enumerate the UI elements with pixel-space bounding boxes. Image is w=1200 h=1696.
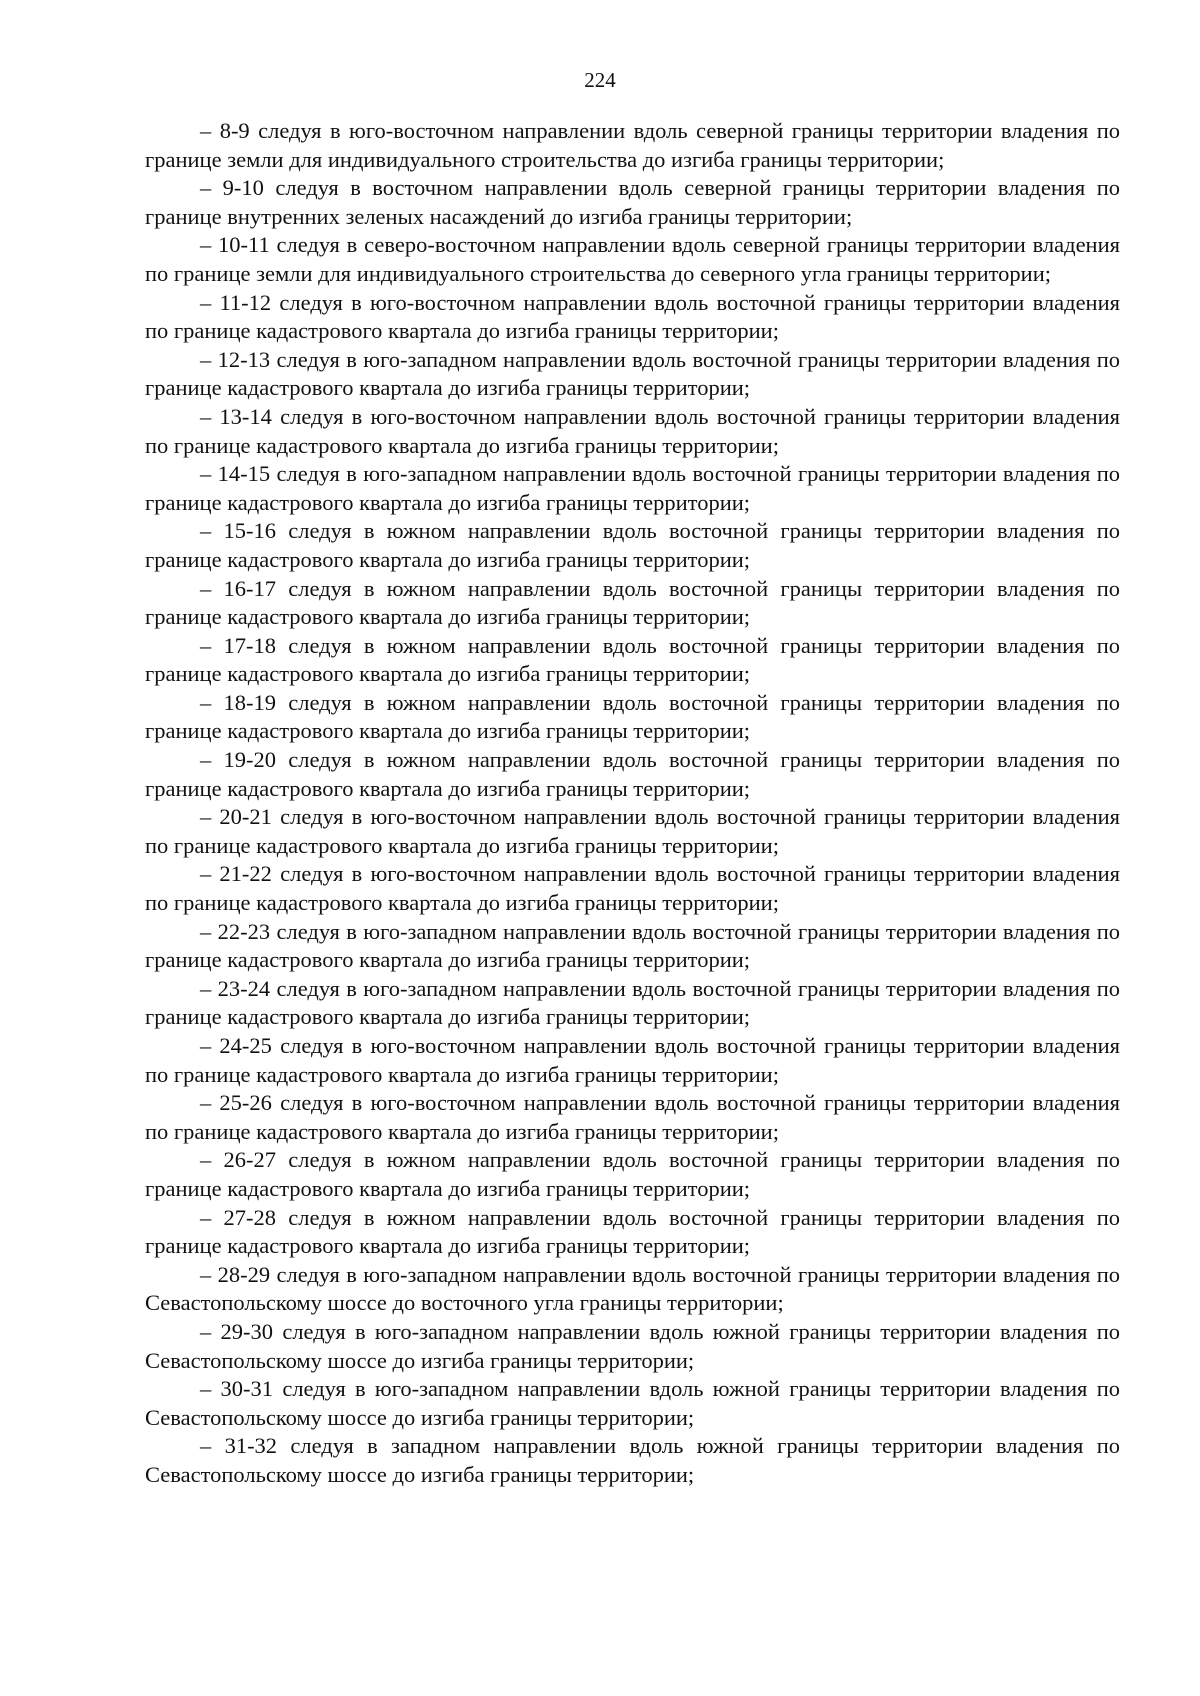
- boundary-segment-21-22: – 21-22 следуя в юго-восточном направлении вдоль восточной границы территории владения по границе кадастрового квартала до изгиба границы территории;: [145, 861, 1120, 916]
- boundary-segment-27-28: – 27-28 следуя в южном направлении вдоль восточной границы территории владения по границе кадастрового квартала до изгиба границы территории;: [145, 1204, 1120, 1259]
- boundary-segment-22-23: – 22-23 следуя в юго-западном направлении вдоль восточной границы территории владения по границе кадастрового квартала до изгиба границы территории;: [145, 918, 1120, 973]
- boundary-segment-25-26: – 25-26 следуя в юго-восточном направлении вдоль восточной границы территории владения по границе кадастрового квартала до изгиба границы территории;: [145, 1090, 1120, 1144]
- boundary-segment-19-20: – 19-20 следуя в южном направлении вдоль восточной границы территории владения по границе кадастрового квартала до изгиба границы территории;: [145, 747, 1120, 801]
- boundary-segment-26-27: – 26-27 следуя в южном направлении вдоль восточной границы территории владения по границе кадастрового квартала до изгиба границы территории;: [145, 1147, 1120, 1201]
- boundary-segment-13-14: – 13-14 следуя в юго-восточном направлении вдоль восточной границы территории владения по границе кадастрового квартала до изгиба границы территории;: [145, 403, 1120, 458]
- boundary-segment-10-11: – 10-11 следуя в северо-восточном направлении вдоль северной границы территории владения по границе земли для индивидуального строительства до северного угла границы территории;: [145, 232, 1120, 286]
- boundary-segment-15-16: – 15-16 следуя в южном направлении вдоль восточной границы территории владения по границе кадастрового квартала до изгиба границы территории;: [145, 518, 1120, 572]
- boundary-segment-24-25: – 24-25 следуя в юго-восточном направлении вдоль восточной границы территории владения по границе кадастрового квартала до изгиба границы территории;: [145, 1033, 1120, 1087]
- boundary-segment-11-12: – 11-12 следуя в юго-восточном направлении вдоль восточной границы территории владения по границе кадастрового квартала до изгиба границы территории;: [145, 289, 1120, 344]
- boundary-segment-29-30: – 29-30 следуя в юго-западном направлении вдоль южной границы территории владения по Севастопольскому шоссе до изгиба границы территории;: [145, 1318, 1120, 1373]
- boundary-segment-17-18: – 17-18 следуя в южном направлении вдоль восточной границы территории владения по границе кадастрового квартала до изгиба границы территории;: [145, 632, 1120, 687]
- boundary-segment-23-24: – 23-24 следуя в юго-западном направлении вдоль восточной границы территории владения по границе кадастрового квартала до изгиба границы территории;: [145, 975, 1120, 1030]
- boundary-segment-30-31: – 30-31 следуя в юго-западном направлении вдоль южной границы территории владения по Севастопольскому шоссе до изгиба границы территории;: [145, 1376, 1120, 1430]
- boundary-segment-12-13: – 12-13 следуя в юго-западном направлении вдоль восточной границы территории владения по границе кадастрового квартала до изгиба границы территории;: [145, 346, 1120, 401]
- page-number: 224: [584, 68, 616, 92]
- boundary-segment-20-21: – 20-21 следуя в юго-восточном направлении вдоль восточной границы территории владения по границе кадастрового квартала до изгиба границы территории;: [145, 804, 1120, 858]
- boundary-segment-14-15: – 14-15 следуя в юго-западном направлении вдоль восточной границы территории владения по границе кадастрового квартала до изгиба границы территории;: [145, 461, 1120, 515]
- boundary-segment-28-29: – 28-29 следуя в юго-западном направлении вдоль восточной границы территории владения по Севастопольскому шоссе до восточного угла границы территории;: [145, 1261, 1120, 1316]
- boundary-segment-31-32: – 31-32 следуя в западном направлении вдоль южной границы территории владения по Севастопольскому шоссе до изгиба границы территории;: [145, 1433, 1120, 1487]
- document-body: [145, 117, 1120, 1490]
- boundary-segment-18-19: – 18-19 следуя в южном направлении вдоль восточной границы территории владения по границе кадастрового квартала до изгиба границы территории;: [145, 689, 1120, 744]
- boundary-segment-8-9: – 8-9 следуя в юго-восточном направлении вдоль северной границы территории владения по границе земли для индивидуального строительства до изгиба границы территории;: [145, 118, 1120, 172]
- boundary-segment-16-17: – 16-17 следуя в южном направлении вдоль восточной границы территории владения по границе кадастрового квартала до изгиба границы территории;: [145, 575, 1120, 630]
- boundary-segment-9-10: – 9-10 следуя в восточном направлении вдоль северной границы территории владения по границе внутренних зеленых насаждений до изгиба границы территории;: [145, 175, 1120, 229]
